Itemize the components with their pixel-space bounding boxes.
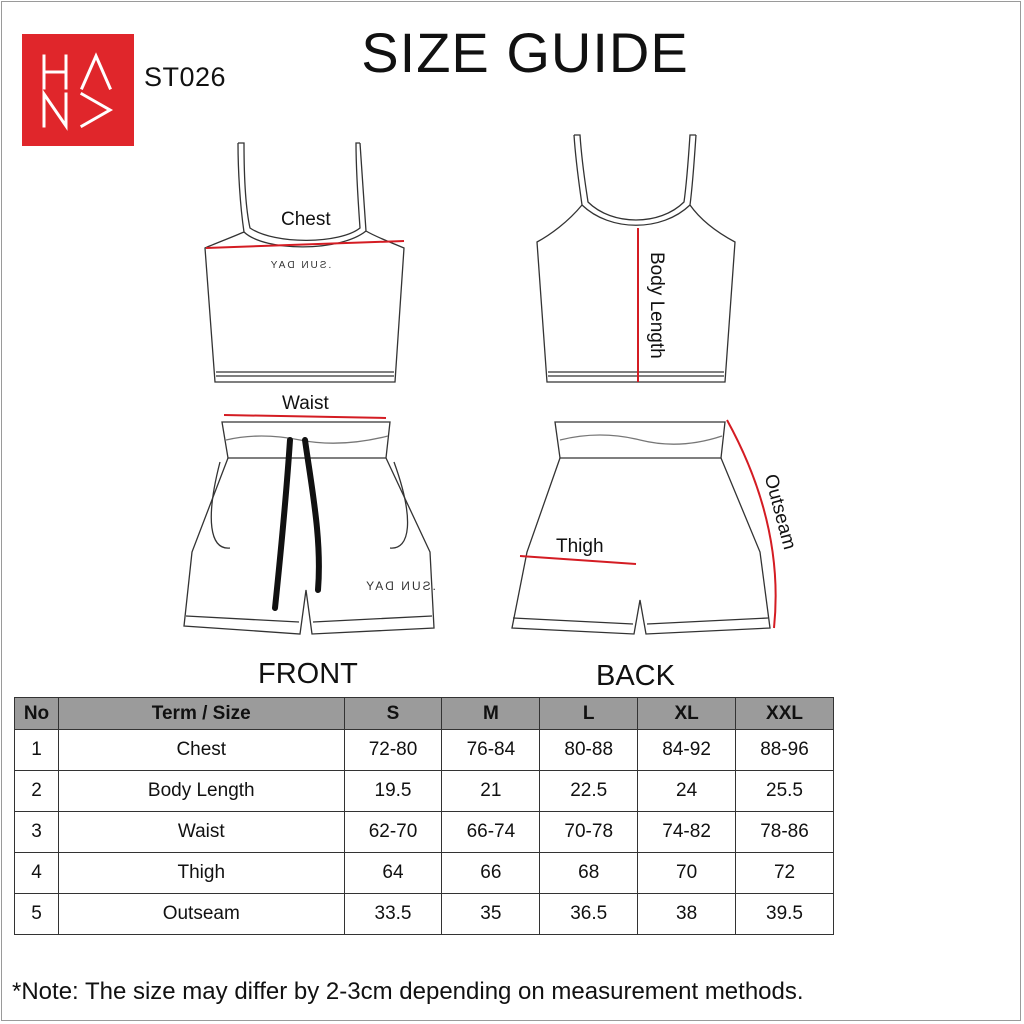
cell: 66-74	[442, 812, 540, 853]
cell: 72	[736, 853, 834, 894]
front-top-print: .SUN DAY	[268, 260, 332, 271]
cell: 21	[442, 771, 540, 812]
cell: Body Length	[58, 771, 344, 812]
outseam-measure-line	[727, 420, 776, 628]
cell: 3	[15, 812, 59, 853]
cell: 36.5	[540, 894, 638, 935]
table-row	[15, 730, 834, 771]
cell: Waist	[58, 812, 344, 853]
cell: 64	[344, 853, 442, 894]
cell: 84-92	[638, 730, 736, 771]
cell: 2	[15, 771, 59, 812]
table-row	[15, 853, 834, 894]
cell: Chest	[58, 730, 344, 771]
cell: 22.5	[540, 771, 638, 812]
cell: 72-80	[344, 730, 442, 771]
waist-label: Waist	[282, 393, 329, 414]
cell: 24	[638, 771, 736, 812]
cell: 19.5	[344, 771, 442, 812]
header-size-s: S	[344, 698, 442, 730]
cell: 78-86	[736, 812, 834, 853]
drawstrings	[275, 440, 319, 608]
header-no: No	[15, 698, 59, 730]
cell: 88-96	[736, 730, 834, 771]
size-table	[14, 697, 834, 935]
cell: 66	[442, 853, 540, 894]
cell: 1	[15, 730, 59, 771]
header-term: Term / Size	[58, 698, 344, 730]
table-row	[15, 812, 834, 853]
page-title: SIZE GUIDE	[361, 21, 689, 84]
cell: 25.5	[736, 771, 834, 812]
header-size-xxl: XXL	[736, 698, 834, 730]
front-view-label: FRONT	[258, 658, 358, 690]
body-length-label: Body Length	[646, 252, 667, 359]
cell: 70-78	[540, 812, 638, 853]
cell: 62-70	[344, 812, 442, 853]
header-size-m: M	[442, 698, 540, 730]
back-shorts-sketch	[512, 422, 770, 634]
table-row	[15, 894, 834, 935]
shorts-print: .SUN DAY	[364, 579, 436, 593]
cell: 35	[442, 894, 540, 935]
cell: 74-82	[638, 812, 736, 853]
cell: 76-84	[442, 730, 540, 771]
cell: 39.5	[736, 894, 834, 935]
cell: Thigh	[58, 853, 344, 894]
table-row	[15, 771, 834, 812]
cell: 4	[15, 853, 59, 894]
back-top-sketch	[537, 135, 735, 382]
cell: 5	[15, 894, 59, 935]
header-size-l: L	[540, 698, 638, 730]
outseam-label: Outseam	[759, 472, 800, 552]
cell: 80-88	[540, 730, 638, 771]
cell: 38	[638, 894, 736, 935]
cell: Outseam	[58, 894, 344, 935]
cell: 33.5	[344, 894, 442, 935]
header-size-xl: XL	[638, 698, 736, 730]
back-view-label: BACK	[596, 660, 675, 692]
cell: 68	[540, 853, 638, 894]
measurement-note: *Note: The size may differ by 2-3cm depending on measurement methods.	[12, 978, 804, 1005]
cell: 70	[638, 853, 736, 894]
table-header-row	[15, 698, 834, 730]
product-code: ST026	[144, 62, 227, 92]
thigh-label: Thigh	[556, 536, 604, 557]
chest-label: Chest	[281, 209, 331, 230]
waist-measure-line	[224, 415, 386, 418]
